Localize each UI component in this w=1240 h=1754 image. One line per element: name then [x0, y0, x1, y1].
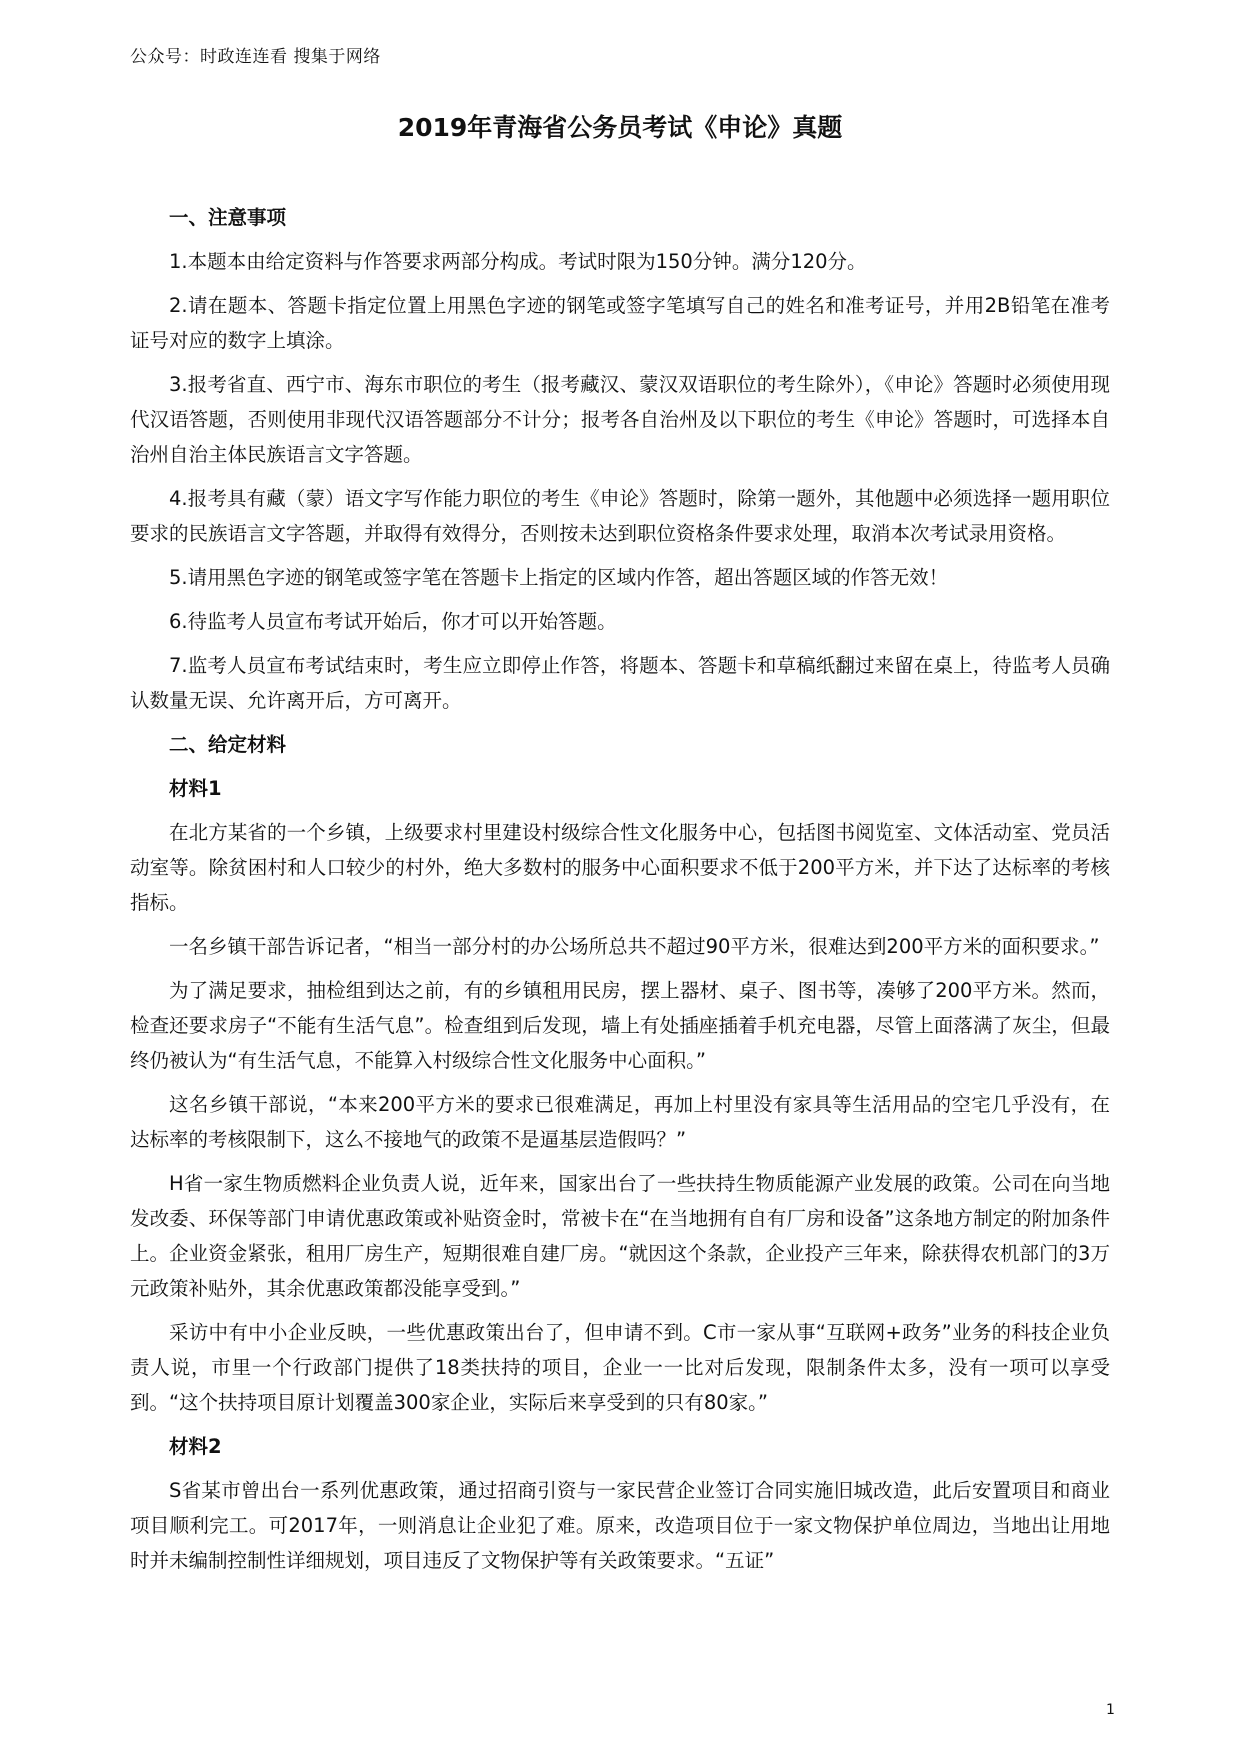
- section-heading-notice: 一、注意事项: [169, 206, 287, 229]
- material-1-heading: 材料1: [169, 777, 222, 800]
- material-paragraph: 一名乡镇干部告诉记者，“相当一部分村的办公场所总共不超过90平方米，很难达到200平方米的面积要求。”: [169, 935, 1100, 958]
- document-title: 2019年青海省公务员考试《申论》真题: [397, 113, 843, 142]
- material-paragraph: 在北方某省的一个乡镇，上级要求村里建设村级综合性文化服务中心，包括图书阅览室、文体活动室、党员活动室等。除贫困村和人口较少的村外，绝大多数村的服务中心面积要求不低于200平方米，并下达了达标率的考核指标。: [130, 821, 1110, 914]
- material-paragraph: S省某市曾出台一系列优惠政策，通过招商引资与一家民营企业签订合同实施旧城改造，此后安置项目和商业项目顺利完工。可2017年，一则消息让企业犯了难。原来，改造项目位于一家文物保护单位周边，当地出让用地时并未编制控制性详细规划，项目违反了文物保护等有关政策要求。“五证”: [130, 1479, 1110, 1572]
- page-number: 1: [1106, 1702, 1115, 1718]
- material-paragraph: 采访中有中小企业反映，一些优惠政策出台了，但申请不到。C市一家从事“互联网+政务”业务的科技企业负责人说，市里一个行政部门提供了18类扶持的项目，企业一一比对后发现，限制条件太多，没有一项可以享受到。“这个扶持项目原计划覆盖300家企业，实际后来享受到的只有80家。”: [130, 1321, 1110, 1414]
- material-paragraph: 这名乡镇干部说，“本来200平方米的要求已很难满足，再加上村里没有家具等生活用品的空宅几乎没有，在达标率的考核限制下，这么不接地气的政策不是逼基层造假吗？”: [130, 1093, 1110, 1151]
- section-heading-materials: 二、给定材料: [169, 733, 287, 756]
- notice-item: 4.报考具有藏（蒙）语文字写作能力职位的考生《申论》答题时，除第一题外，其他题中必须选择一题用职位要求的民族语言文字答题，并取得有效得分，否则按未达到职位资格条件要求处理，取消本次考试录用资格。: [130, 487, 1110, 545]
- document-body: [130, 200, 1110, 1578]
- material-2-heading: 材料2: [169, 1435, 222, 1458]
- notice-item: 7.监考人员宣布考试结束时，考生应立即停止作答，将题本、答题卡和草稿纸翻过来留在桌上，待监考人员确认数量无误、允许离开后，方可离开。: [130, 654, 1110, 712]
- notice-item: 6.待监考人员宣布考试开始后，你才可以开始答题。: [169, 610, 617, 633]
- notice-item: 1.本题本由给定资料与作答要求两部分构成。考试时限为150分钟。满分120分。: [169, 250, 867, 273]
- material-paragraph: 为了满足要求，抽检组到达之前，有的乡镇租用民房，摆上器材、桌子、图书等，凑够了200平方米。然而，检查还要求房子“不能有生活气息”。检查组到后发现，墙上有处插座插着手机充电器，尽管上面落满了灰尘，但最终仍被认为“有生活气息，不能算入村级综合性文化服务中心面积。”: [130, 979, 1110, 1072]
- notice-item: 3.报考省直、西宁市、海东市职位的考生（报考藏汉、蒙汉双语职位的考生除外），《申论》答题时必须使用现代汉语答题，否则使用非现代汉语答题部分不计分；报考各自治州及以下职位的考生《申论》答题时，可选择本自治州自治主体民族语言文字答题。: [130, 373, 1110, 466]
- notice-item: 5.请用黑色字迹的钢笔或签字笔在答题卡上指定的区域内作答，超出答题区域的作答无效！: [169, 566, 949, 589]
- material-paragraph: H省一家生物质燃料企业负责人说，近年来，国家出台了一些扶持生物质能源产业发展的政策。公司在向当地发改委、环保等部门申请优惠政策或补贴资金时，常被卡在“在当地拥有自有厂房和设备”这条地方制定的附加条件上。企业资金紧张，租用厂房生产，短期很难自建厂房。“就因这个条款，企业投产三年来，除获得农机部门的3万元政策补贴外，其余优惠政策都没能享受到。”: [130, 1172, 1110, 1300]
- header-source-note: 公众号：时政连连看 搜集于网络: [130, 47, 381, 67]
- notice-item: 2.请在题本、答题卡指定位置上用黑色字迹的钢笔或签字笔填写自己的姓名和准考证号，并用2B铅笔在准考证号对应的数字上填涂。: [130, 294, 1110, 352]
